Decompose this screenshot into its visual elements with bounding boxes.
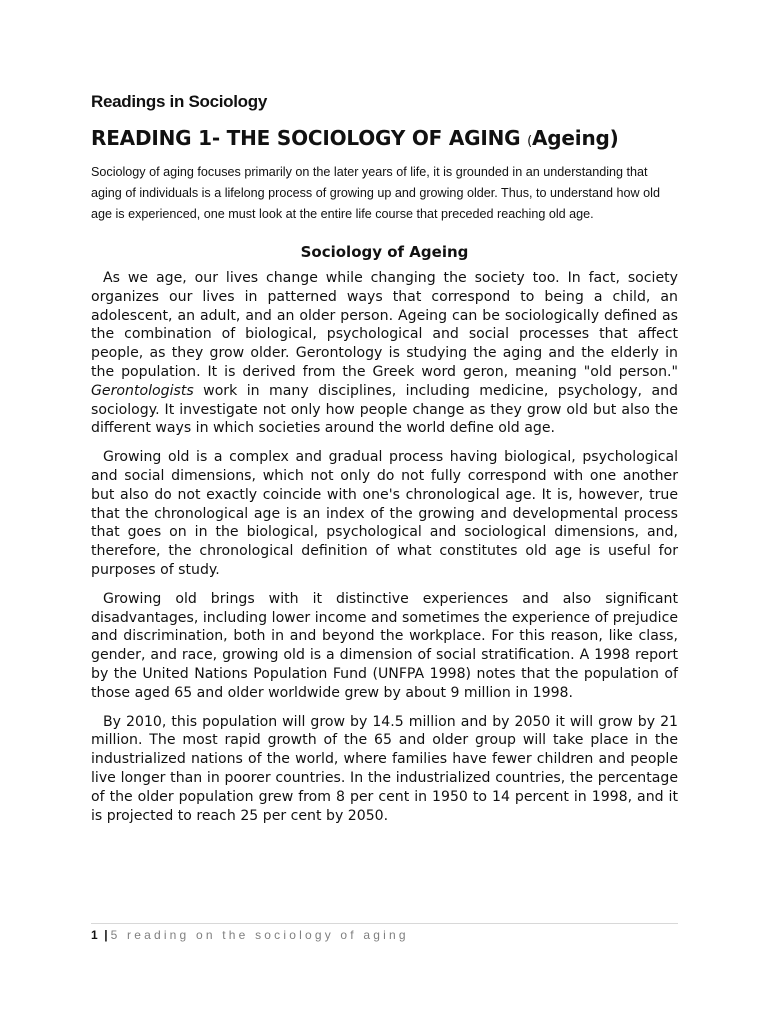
document-page (91, 92, 678, 835)
page-number: 1 (91, 928, 98, 942)
intro-paragraph: Sociology of aging focuses primarily on the later years of life, it is grounded in an understanding that aging of individuals is a lifelong process of growing up and growing older. Thus, to understand how old age is experienced, one must look at the entire life course that preceded reaching old age. (91, 165, 660, 221)
body-paragraph-4: By 2010, this population will grow by 14.5 million and by 2050 it will grow by 21 million. The most rapid growth of the 65 and older group will take place in the industrialized nations of the world, where families have fewer children and people live longer than in poorer countries. In the industrialized countries, the percentage of the older population grew from 8 per cent in 1950 to 14 percent in 1998, and it is projected to reach 25 per cent by 2050. (91, 713, 678, 824)
paragraph-1-text-b: work in many disciplines, including medicine, psychology, and sociology. It investigate not only how people change as they grow old but also the different ways in which societies around the world define old age. (91, 382, 678, 437)
reading-title (91, 126, 678, 150)
reading-title-alt: Ageing) (532, 126, 619, 150)
paragraph-1-emphasis: Gerontologists (91, 382, 194, 399)
reading-title-main: READING 1- THE SOCIOLOGY OF AGING (91, 126, 521, 150)
body-paragraph-3: Growing old brings with it distinctive experiences and also significant disadvantages, including lower income and sometimes the experience of prejudice and discrimination, both in and beyond the workplace. For this reason, like class, gender, and race, growing old is a dimension of social stratification. A 1998 report by the United Nations Population Fund (UNFPA 1998) notes that the population of those aged 65 and older worldwide grew by about 9 million in 1998. (91, 590, 678, 701)
body-paragraph-1 (91, 269, 678, 438)
course-title: Readings in Sociology (91, 92, 268, 111)
footer-text: 5 reading on the sociology of aging (110, 928, 409, 942)
section-heading: Sociology of Ageing (300, 243, 469, 261)
paragraph-1-text-a: As we age, our lives change while changing the society too. In fact, society organizes our lives in patterned ways that correspond to being a child, an adolescent, an adult, and an older person. Ageing can be sociologically defined as the combination of biological, psychological and social processes that affect people, as they grow older. Gerontology is studying the aging and the elderly in the population. It is derived from the Greek word geron, meaning "old person." (91, 270, 678, 380)
page-footer (91, 923, 678, 942)
body-paragraph-2: Growing old is a complex and gradual process having biological, psychological and social dimensions, which not only do not fully correspond with one another but also do not exactly coincide with one's chronological age. It is, however, true that the chronological age is an index of the growing and developmental process that goes on in the biological, psychological and sociological dimensions, and, therefore, the chronological definition of what constitutes old age is useful for purposes of study. (91, 449, 678, 578)
reading-title-paren: ( (527, 134, 533, 149)
footer-separator: | (104, 928, 108, 942)
